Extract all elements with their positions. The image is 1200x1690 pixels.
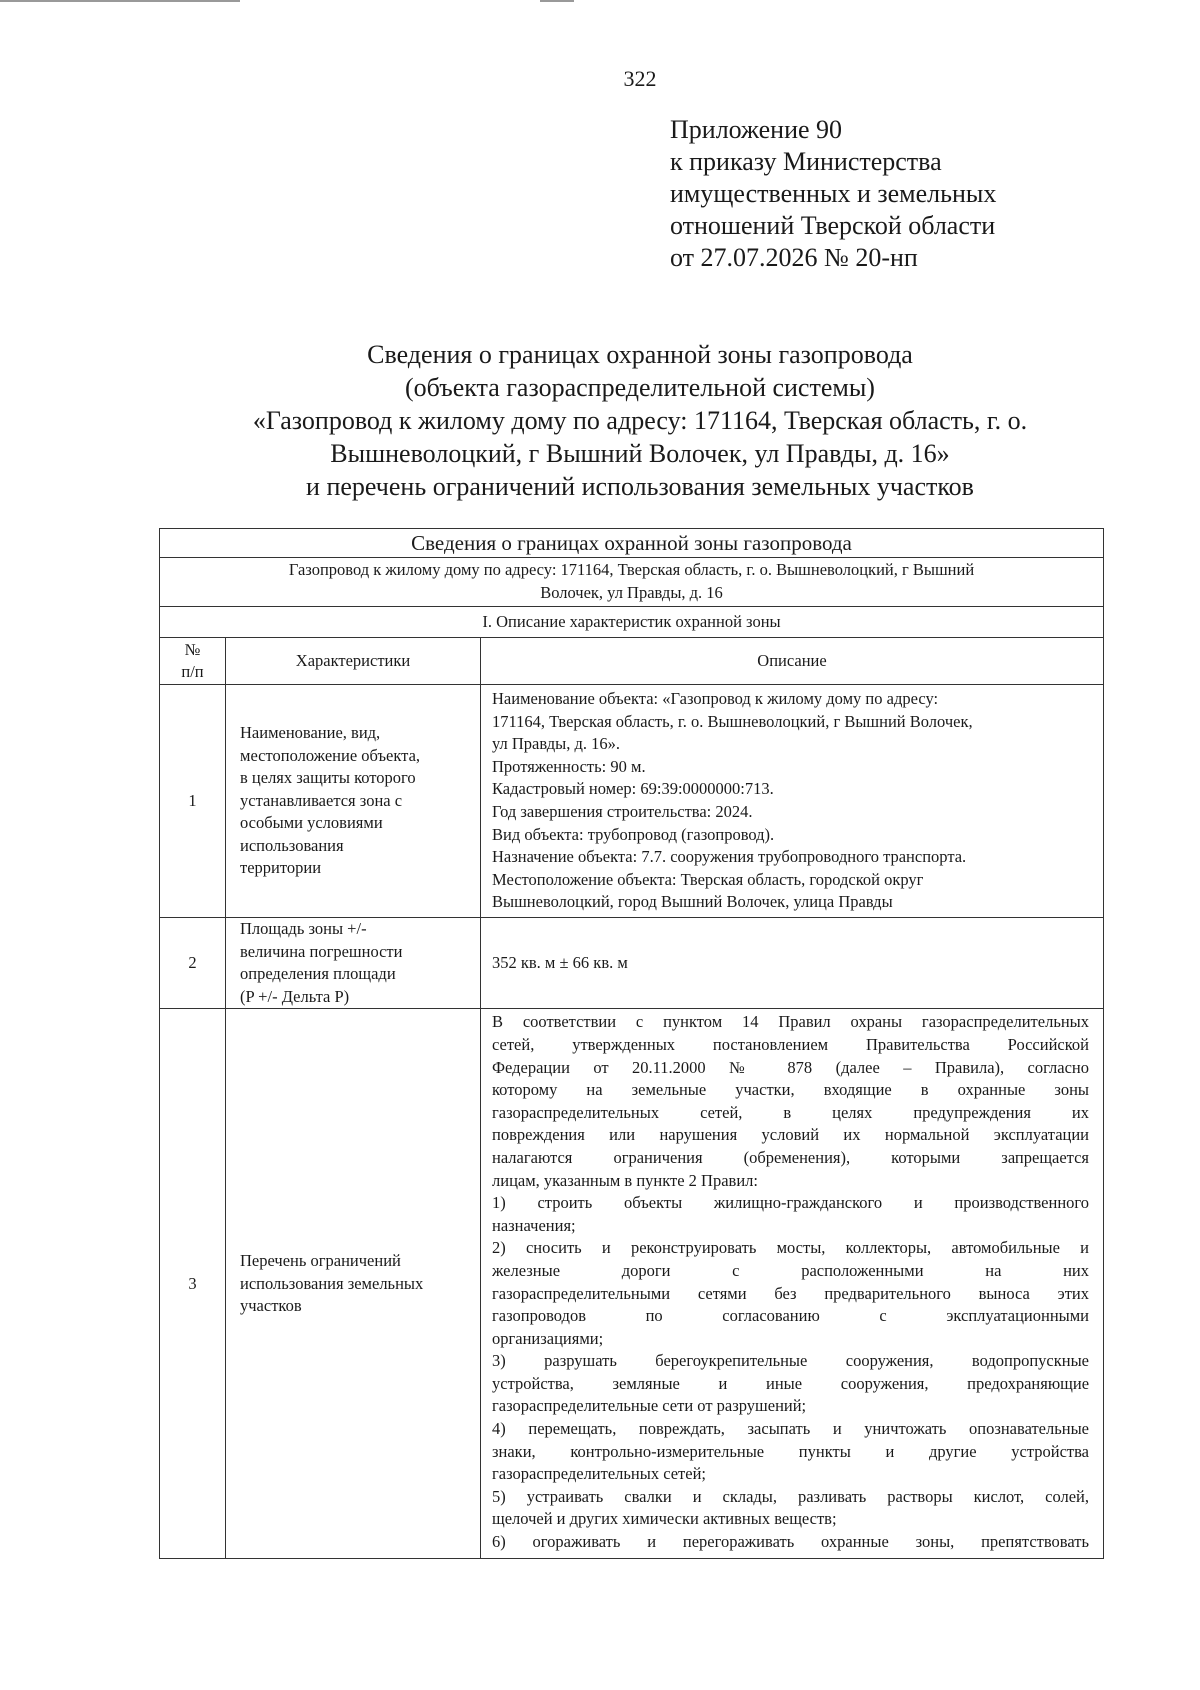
row-number: 1 (160, 685, 226, 918)
cell-line: повреждения или нарушения условий их нормальной эксплуатации (492, 1125, 1090, 1145)
cell-line: газопроводов по согласованию с эксплуатационными (492, 1306, 1090, 1326)
scan-edge-marks (0, 0, 1200, 4)
title-line: Сведения о границах охранной зоны газопровода (367, 340, 913, 369)
column-header-number-line: № (184, 640, 201, 659)
cell-line: Перечень ограничений (240, 1250, 401, 1270)
table-row (160, 1009, 1104, 1559)
cell-line: участков (240, 1296, 302, 1316)
row-characteristic (226, 918, 481, 1009)
row-description (481, 685, 1104, 918)
cell-line: (P +/- Дельта P) (240, 986, 350, 1006)
appendix-line: Приложение 90 (670, 115, 843, 144)
cell-line: величина погрешности (240, 941, 403, 961)
cell-line: Кадастровый номер: 69:39:0000000:713. (492, 779, 774, 799)
cell-line: Площадь зоны +/- (240, 919, 367, 938)
row-description (481, 1009, 1104, 1559)
cell-line: Местоположение объекта: Тверская область, городской округ (492, 869, 924, 889)
column-header-number-line: п/п (181, 662, 204, 681)
appendix-note (670, 114, 996, 274)
scan-edge-mark (0, 0, 240, 2)
cell-line: 4) перемещать, повреждать, засыпать и уничтожать опознавательные (492, 1419, 1090, 1439)
cell-line: территории (240, 858, 322, 878)
cell-line: Год завершения строительства: 2024. (492, 802, 753, 821)
cell-line: железные дороги с расположенными на них (492, 1260, 1090, 1280)
appendix-line: отношений Тверской области (670, 211, 996, 240)
row-number: 2 (160, 918, 226, 1009)
scan-edge-mark (540, 0, 574, 2)
document-title (190, 338, 1090, 503)
cell-line: особыми условиями (240, 813, 383, 833)
table-row (160, 685, 1104, 918)
cell-line: 3) разрушать берегоукрепительные сооружения, водопропускные (492, 1351, 1090, 1371)
cell-line: ул Правды, д. 16». (492, 734, 621, 754)
title-line: Вышневолоцкий, г Вышний Волочек, ул Правды, д. 16» (330, 439, 950, 468)
cell-line: налагаются ограничения (обременения), которыми запрещается (492, 1147, 1090, 1167)
title-line: «Газопровод к жилому дому по адресу: 171164, Тверская область, г. о. (252, 406, 1028, 435)
page-number: 322 (623, 66, 657, 91)
table-row (160, 918, 1104, 1009)
table-section-title: I. Описание характеристик охранной зоны (160, 607, 1104, 638)
cell-line: Наименование, вид, (240, 722, 381, 742)
cell-line: 2) сносить и реконструировать мосты, коллекторы, автомобильные и (492, 1238, 1090, 1258)
appendix-line: к приказу Министерства (670, 147, 942, 176)
cell-line: в целях защиты которого (240, 768, 416, 788)
cell-line: определения площади (240, 964, 396, 984)
cell-line: Протяженность: 90 м. (492, 756, 646, 776)
cell-line: 352 кв. м ± 66 кв. м (492, 952, 628, 972)
column-header-number (160, 638, 226, 685)
cell-line: 1) строить объекты жилищно-гражданского и производственного (492, 1193, 1090, 1213)
cell-line: газораспределительные сети от разрушений; (492, 1396, 807, 1416)
cell-line: которому на земельные участки, входящие в охранные зоны (492, 1080, 1090, 1100)
cell-line: Вышневолоцкий, город Вышний Волочек, улица Правды (492, 892, 893, 912)
cell-line: газораспределительных сетей, в целях предупреждения их (492, 1102, 1090, 1122)
appendix-line: от 27.07.2026 № 20-нп (670, 243, 918, 272)
cell-line: 5) устраивать свалки и склады, разливать растворы кислот, солей, (492, 1486, 1090, 1506)
cell-line: сетей, утвержденных постановлением Правительства Российской (492, 1034, 1090, 1054)
table-object-name (160, 558, 1104, 607)
cell-line: щелочей и других химически активных веществ; (492, 1509, 837, 1529)
column-header-characteristics: Характеристики (226, 638, 481, 685)
row-characteristic (226, 1009, 481, 1559)
cell-line: 171164, Тверская область, г. о. Вышневолоцкий, г Вышний Волочек, (492, 711, 973, 731)
object-line: Газопровод к жилому дому по адресу: 171164, Тверская область, г. о. Вышневолоцкий, г Вышний (288, 560, 975, 580)
cell-line: знаки, контрольно-измерительные пункты и другие устройства (492, 1441, 1090, 1461)
cell-line: использования земельных (240, 1273, 424, 1293)
cell-line: местоположение объекта, (240, 745, 421, 765)
object-line: Волочек, ул Правды, д. 16 (540, 583, 723, 602)
protection-zone-table (159, 528, 1104, 1559)
cell-line: лицам, указанным в пункте 2 Правил: (492, 1170, 758, 1190)
cell-line: газораспределительными сетями без предварительного выноса этих (492, 1283, 1090, 1303)
cell-line: 6) огораживать и перегораживать охранные зоны, препятствовать (492, 1532, 1090, 1552)
cell-line: Наименование объекта: «Газопровод к жилому дому по адресу: (492, 689, 939, 709)
cell-line: Назначение объекта: 7.7. сооружения трубопроводного транспорта. (492, 847, 967, 867)
column-header-description: Описание (481, 638, 1104, 685)
row-characteristic (226, 685, 481, 918)
cell-line: устройства, земляные и иные сооружения, предохраняющие (492, 1373, 1090, 1393)
appendix-line: имущественных и земельных (670, 179, 997, 208)
cell-line: Федерации от 20.11.2000 № 878 (далее – Правила), согласно (492, 1057, 1090, 1077)
cell-line: использования (240, 835, 344, 855)
title-line: (объекта газораспределительной системы) (405, 373, 875, 402)
cell-line: газораспределительных сетей; (492, 1464, 707, 1484)
cell-line: организациями; (492, 1328, 604, 1348)
cell-line: В соответствии с пунктом 14 Правил охраны газораспределительных (492, 1012, 1090, 1032)
title-line: и перечень ограничений использования земельных участков (306, 472, 974, 501)
row-description (481, 918, 1104, 1009)
cell-line: назначения; (492, 1215, 576, 1235)
cell-line: Вид объекта: трубопровод (газопровод). (492, 824, 775, 844)
row-number: 3 (160, 1009, 226, 1559)
table-header: Сведения о границах охранной зоны газопровода (160, 529, 1104, 558)
cell-line: устанавливается зона с (240, 790, 403, 810)
